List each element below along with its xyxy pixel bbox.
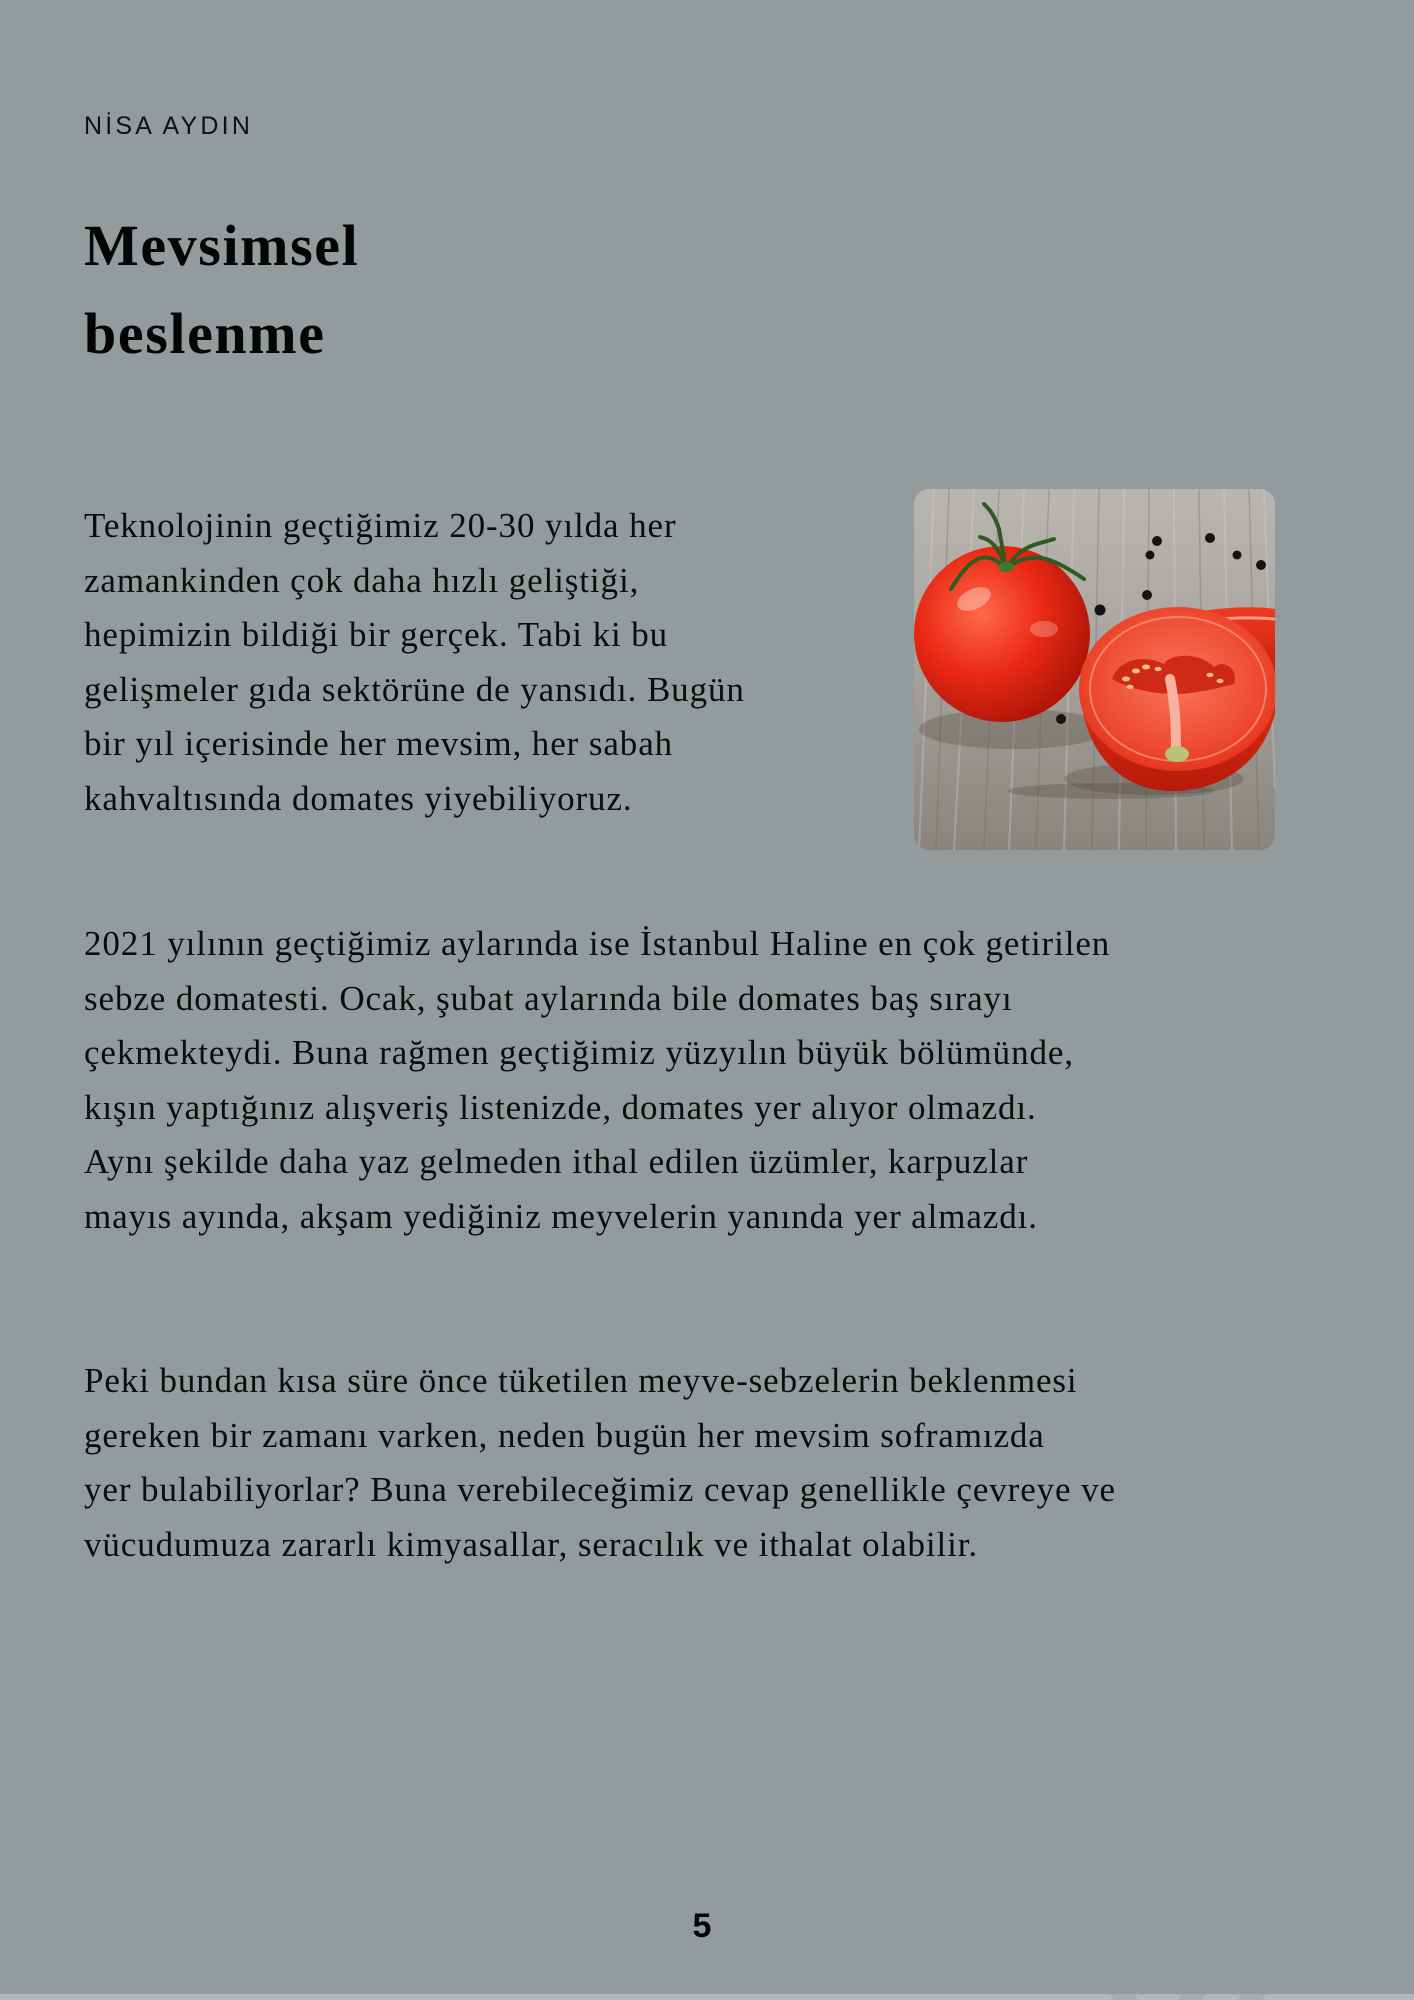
text-line: gereken bir zamanı varken, neden bugün her mevsim soframızda: [84, 1415, 1045, 1455]
page-title: [84, 202, 359, 378]
paragraph-question: [84, 1354, 1116, 1572]
text-line: bir yıl içerisinde her mevsim, her sabah: [84, 724, 674, 764]
page-number: 5: [692, 1907, 712, 1945]
title-line: Mevsimsel: [84, 213, 360, 278]
text-line: hepimizin bildiği bir gerçek. Tabi ki bu: [84, 615, 669, 655]
text-line: mayıs ayında, akşam yediğiniz meyvelerin yanında yer almazdı.: [84, 1196, 1038, 1236]
paragraph-history: [84, 917, 1110, 1245]
text-line: çekmekteydi. Buna rağmen geçtiğimiz yüzyılın büyük bölümünde,: [84, 1033, 1074, 1073]
watermark-mark: [1175, 1994, 1209, 2000]
text-line: 2021 yılının geçtiğimiz aylarında ise İstanbul Haline en çok getirilen: [84, 924, 1111, 963]
author-name: NİSA AYDIN: [84, 112, 254, 140]
watermark-mark: [1235, 1994, 1269, 2000]
tomato-photo: [914, 489, 1275, 850]
text-line: Aynı şekilde daha yaz gelmeden ithal edilen üzümler, karpuzlar: [84, 1142, 1029, 1182]
text-line: kahvaltısında domates yiyebiliyoruz.: [84, 778, 633, 818]
bottom-edge-strip: [0, 1994, 1414, 2000]
text-line: Teknolojinin geçtiğimiz 20-30 yılda her: [84, 506, 677, 545]
text-line: zamankinden çok daha hızlı geliştiği,: [84, 560, 640, 600]
text-line: sebze domatesti. Ocak, şubat aylarında bile domates baş sırayı: [84, 978, 1013, 1018]
text-line: yer bulabiliyorlar? Buna verebileceğimiz cevap genellikle çevreye ve: [84, 1470, 1116, 1510]
text-line: gelişmeler gıda sektörüne de yansıdı. Bugün: [84, 669, 745, 709]
text-line: Peki bundan kısa süre önce tüketilen meyve-sebzelerin beklenmesi: [84, 1361, 1078, 1400]
text-line: vücudumuza zararlı kimyasallar, seracılık ve ithalat olabilir.: [84, 1524, 979, 1564]
watermark-mark: [1107, 1994, 1141, 2000]
text-line: kışın yaptığınız alışveriş listenizde, domates yer alıyor olmazdı.: [84, 1087, 1037, 1127]
title-line: beslenme: [84, 301, 326, 366]
paragraph-intro: [84, 499, 745, 827]
